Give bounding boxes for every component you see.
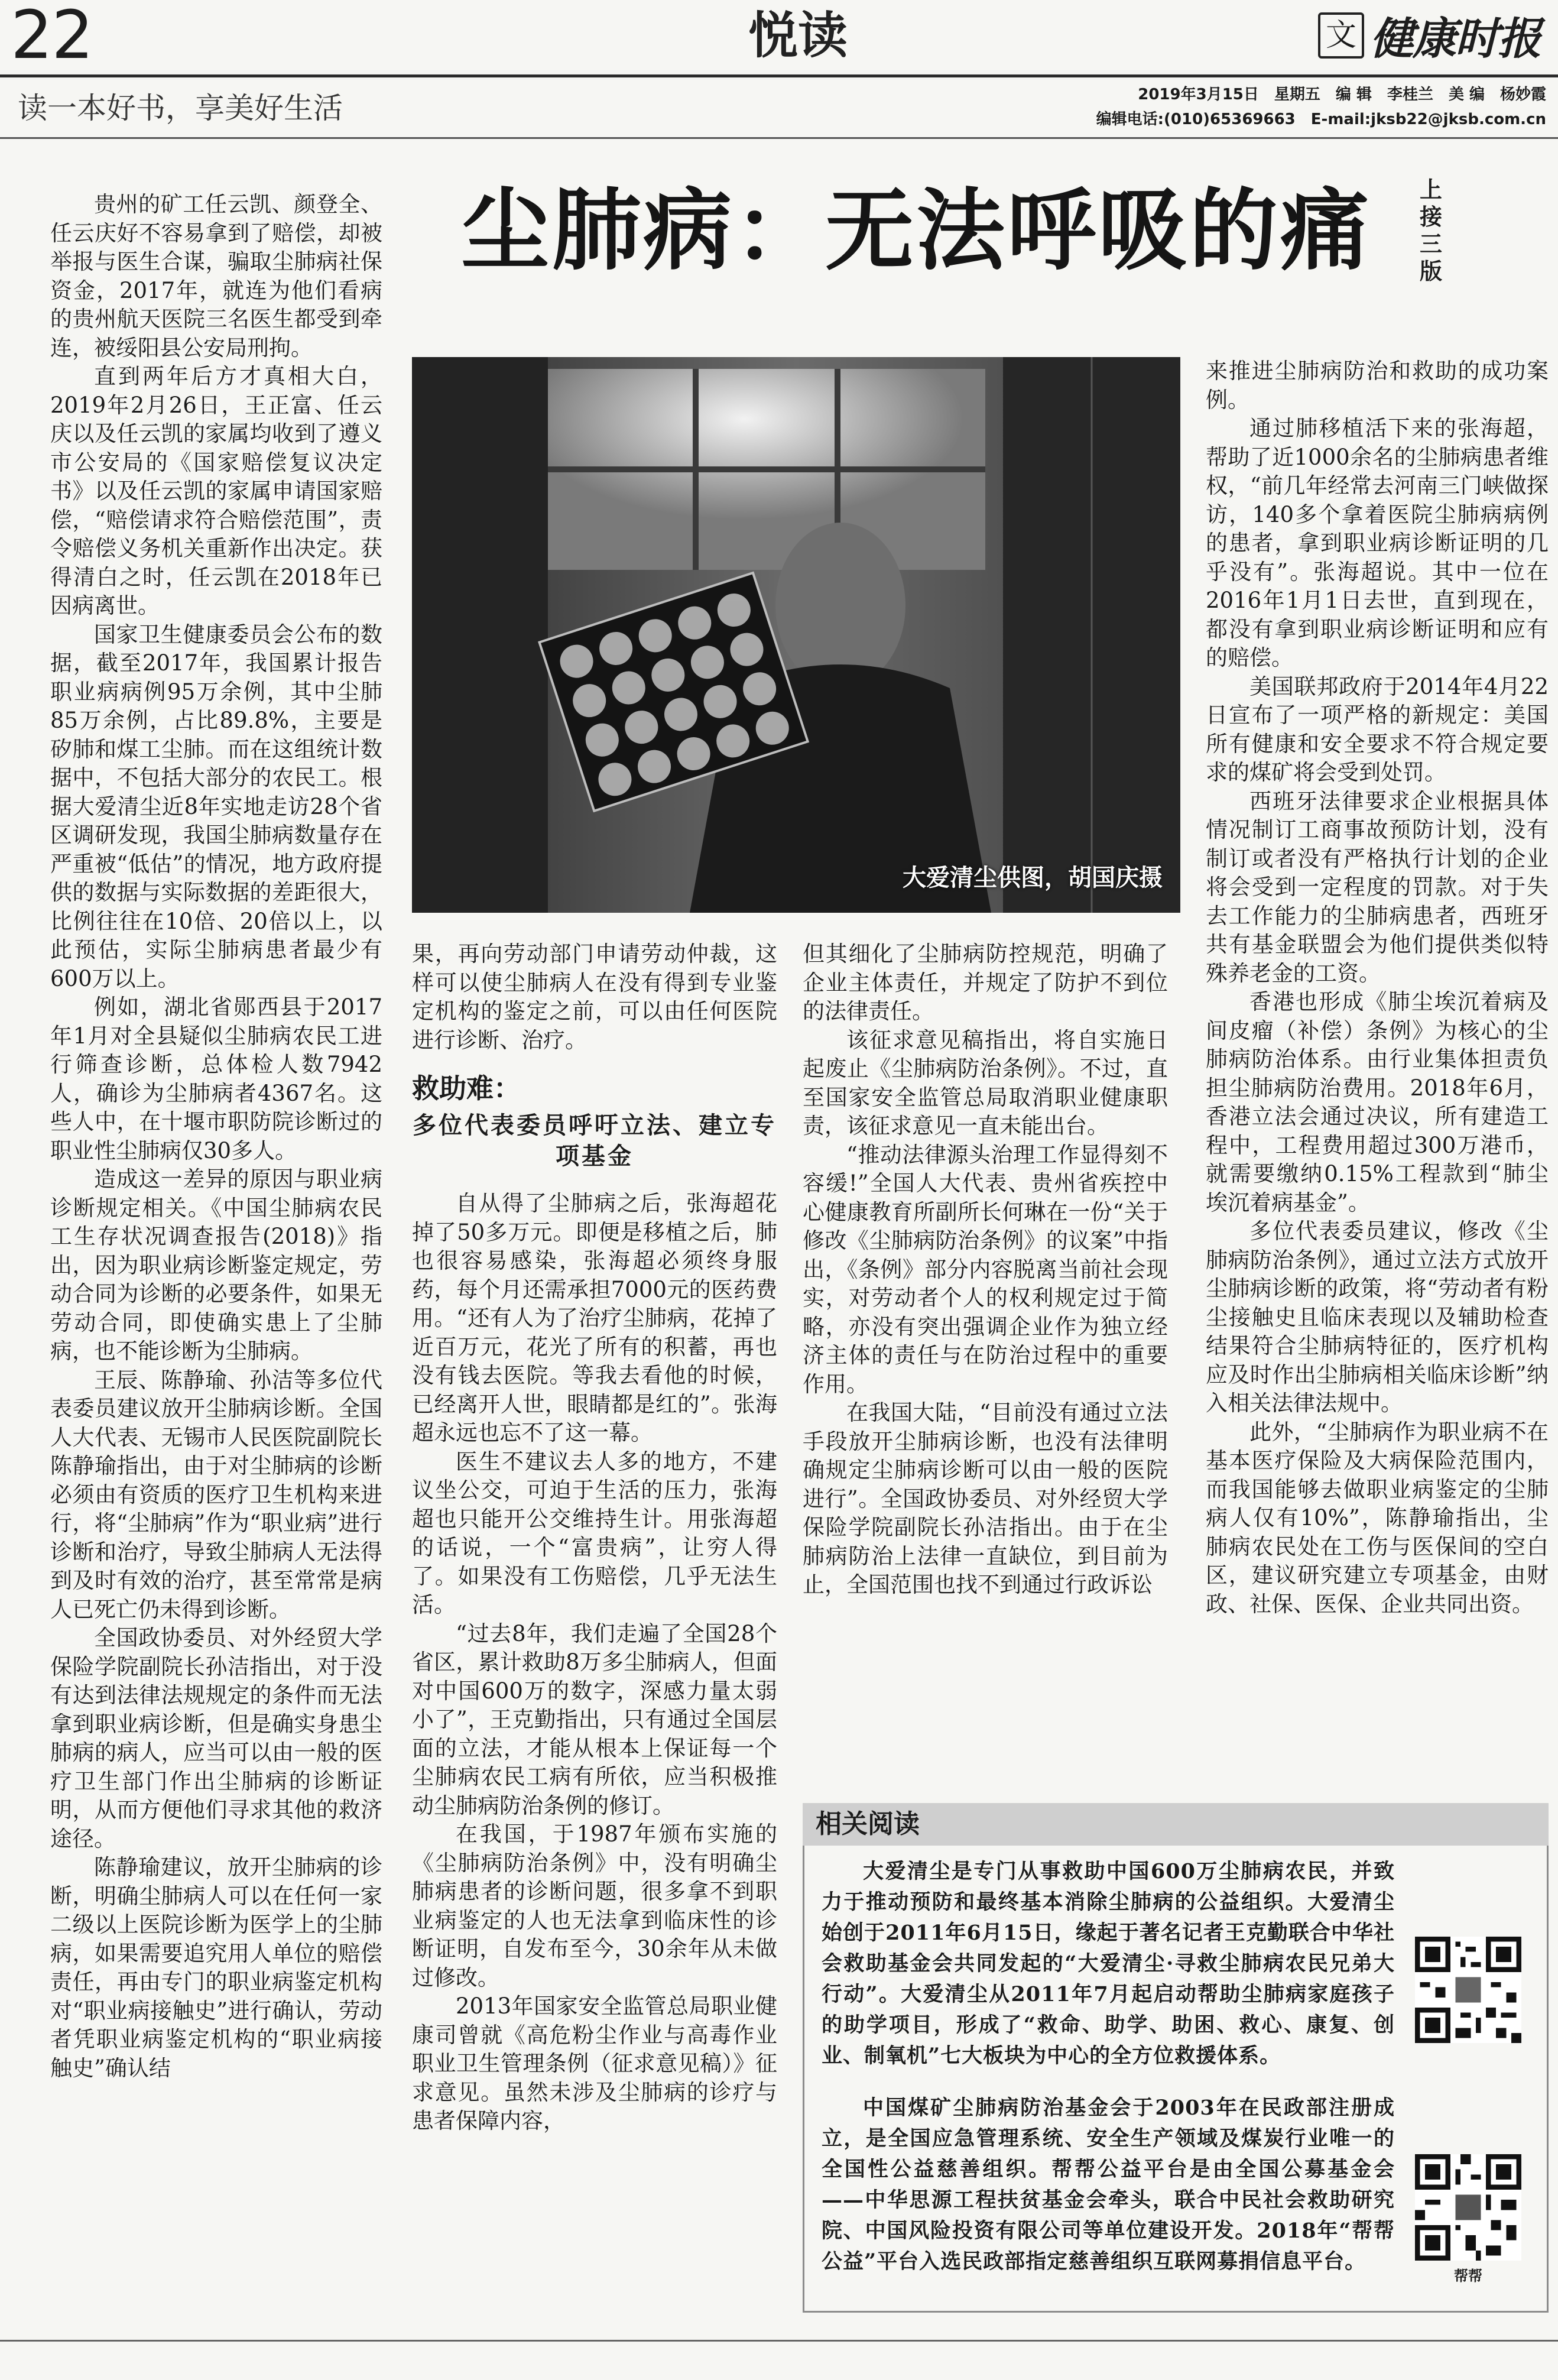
top-rule [0, 74, 1558, 77]
paragraph: 在我国大陆，“目前没有通过立法手段放开尘肺病诊断，也没有法律明确规定尘肺病诊断可以由一般的医院进行”。全国政协委员、对外经贸大学保险学院副院长孙洁指出。由于在尘肺病防治上法律一直缺位，到目前为止，全国范围也找不到通过行政诉讼 [803, 1400, 1168, 1597]
logo-text: 健康时报 [1370, 14, 1540, 64]
article-column-middle-1 [412, 940, 777, 2313]
paragraph: 在我国，于1987年颁布实施的《尘肺病防治条例》中，没有明确尘肺病患者的诊断问题，很多拿不到职业病鉴定的人也无法拿到临床性的诊断证明，自发布至今，30余年从未做过修改。 [412, 1821, 777, 1990]
paragraph: 全国政协委员、对外经贸大学保险学院副院长孙洁指出，对于没有达到法律法规规定的条件而无法拿到职业病诊断，但是确实身患尘肺病的病人，应当可以由一般的医疗卫生部门作出尘肺病的诊断证明，从而方便他们寻求其他的救济途径。 [50, 1625, 382, 1852]
article-headline: 尘肺病：无法呼吸的痛 [460, 179, 1371, 283]
qr-code-icon[interactable] [1415, 2154, 1521, 2261]
paragraph-continued: 来推进尘肺病防治和救助的成功案例。 [1206, 358, 1549, 413]
paragraph: “过去8年，我们走遍了全国28个省区，累计救助8万多尘肺病人，但面对中国600万的数字，深感力量太弱小了”，王克勤指出，只有通过全国层面的立法，才能从根本上保证每一个尘肺病农民工病有所依，应当积极推动尘肺病防治条例的修订。 [412, 1620, 777, 1818]
article-column-left [50, 190, 382, 2313]
bottom-rule [0, 2340, 1558, 2342]
paragraph: 多位代表委员建议，修改《尘肺病防治条例》，通过立法方式放开尘肺病诊断的政策，将“劳动者有粉尘接触史且临床表现以及辅助检查结果符合尘肺病特征的，医疗机构应及时作出尘肺病相关临床诊断”纳入相关法律法规中。 [1206, 1218, 1549, 1416]
section-title: 悦读 [748, 7, 848, 64]
related-paragraph: 中国煤矿尘肺病防治基金会于2003年在民政部注册成立，是全国应急管理系统、安全生产领域及煤炭行业唯一的全国性公益慈善组织。帮帮公益平台是由全国公募基金会——中华思源工程扶贫基金会牵头，联合中民社会救助研究院、中国风险投资有限公司等单位建设开发。2018年“帮帮公益”平台入选民政部指定慈善组织互联网募捐信息平台。 [822, 2096, 1395, 2274]
section-slogan: 读一本好书，享美好生活 [18, 91, 343, 125]
article-column-right [1206, 357, 1549, 1788]
subheading: 救助难： [412, 1072, 521, 1104]
paragraph-continued: 果，再向劳动部门申请劳动仲裁，这样可以使尘肺病人在没有得到专业鉴定机构的鉴定之前，可以由任何医院进行诊断、治疗。 [412, 941, 777, 1053]
issue-date-editors: 2019年3月15日 星期五 编 辑 李桂兰 美 编 杨妙霞 [1138, 86, 1546, 103]
photo-illustration [412, 357, 1180, 913]
qr-code-label: 帮帮 [1454, 2268, 1482, 2284]
paragraph: 此外，“尘肺病作为职业病不在基本医疗保险及大病保险范围内，而我国能够去做职业病鉴定的尘肺病人仅有10%”，陈静瑜指出，尘肺病农民处在工伤与医保间的空白区，建议研究建立专项基金，由财政、社保、医保、企业共同出资。 [1206, 1419, 1549, 1617]
paragraph: 2013年国家安全监管总局职业健康司曾就《高危粉尘作业与高毒作业职业卫生管理条例（征求意见稿）》征求意见。虽然未涉及尘肺病的诊疗与患者保障内容， [412, 1993, 777, 2133]
paragraph: 国家卫生健康委员会公布的数据，截至2017年，我国累计报告职业病病例95万余例，其中尘肺85万余例，占比89.8%，主要是矽肺和煤工尘肺。而在这组统计数据中，不包括大部分的农民工。根据大爱清尘近8年实地走访28个省区调研发现，我国尘肺病数量存在严重被“低估”的情况，地方政府提供的数据与实际数据的差距很大，比例往往在10倍、20倍以上，以此预估，实际尘肺病患者最少有600万以上。 [50, 621, 382, 991]
paragraph: “推动法律源头治理工作显得刻不容缓!”全国人大代表、贵州省疾控中心健康教育所副所长何琳在一份“关于修改《尘肺病防治条例》的议案”中指出，《条例》部分内容脱离当前社会现实，对劳动者个人的权利规定过于简略，亦没有突出强调企业作为独立经济主体的责任与在防治过程中的重要作用。 [803, 1142, 1168, 1397]
paragraph: 贵州的矿工任云凯、颜登全、任云庆好不容易拿到了赔偿，却被举报与医生合谋，骗取尘肺病社保资金，2017年，就连为他们看病的贵州航天医院三名医生都受到牵连，被绥阳县公安局刑拘。 [50, 192, 382, 361]
newspaper-logo [1318, 5, 1554, 66]
paragraph: 造成这一差异的原因与职业病诊断规定相关。《中国尘肺病农民工生存状况调查报告(2018)》指出，因为职业病诊断鉴定规定，劳动合同为诊断的必要条件，如果无劳动合同，即使确实患上了尘肺病，也不能诊断为尘肺病。 [50, 1166, 382, 1364]
paragraph: 例如，湖北省郧西县于2017年1月对全县疑似尘肺病农民工进行筛查诊断，总体检人数7942人，确诊为尘肺病者4367名。这些人中，在十堰市职防院诊断过的职业性尘肺病仅30多人。 [50, 994, 382, 1163]
paragraph: 自从得了尘肺病之后，张海超花掉了50多万元。即便是移植之后，肺也很容易感染，张海超必须终身服药，每个月还需承担7000元的医药费用。“还有人为了治疗尘肺病，花掉了近百万元，花光了所有的积蓄，再也没有钱去医院。等我去看他的时候，已经离开人世，眼睛都是红的”。张海超永远也忘不了这一幕。 [412, 1191, 777, 1445]
header-rule [0, 137, 1558, 139]
photo-caption: 大爱清尘供图，胡国庆摄 [903, 864, 1163, 891]
paragraph: 西班牙法律要求企业根据具体情况制订工商事故预防计划，没有制订或者没有严格执行计划的企业将会受到一定程度的罚款。对于失去工作能力的尘肺病患者，西班牙共有基金联盟会为他们提供类似特殊养老金的工资。 [1206, 788, 1549, 986]
page-number: 22 [11, 0, 93, 74]
paragraph: 香港也形成《肺尘埃沉着病及间皮瘤（补偿）条例》为核心的尘肺病防治体系。由行业集体担责负担尘肺病防治费用。2018年6月，香港立法会通过决议，所有建造工程中，工程费用超过300万港币，就需要缴纳0.15%工程款到“肺尘埃沉着病基金”。 [1206, 989, 1549, 1215]
paragraph: 该征求意见稿指出，将自实施日起废止《尘肺病防治条例》。不过，直至国家安全监管总局取消职业健康职责，该征求意见一直未能出台。 [803, 1027, 1168, 1139]
editor-contact: 编辑电话:(010)65369663 E-mail:jksb22@jksb.com.cn [1096, 111, 1546, 128]
qr-code-icon[interactable] [1415, 1937, 1521, 2043]
paragraph: 美国联邦政府于2014年4月22日宣布了一项严格的新规定：美国所有健康和安全要求不符合规定要求的煤矿将会受到处罚。 [1206, 673, 1549, 785]
continued-note: 上接三版 [1419, 176, 1442, 284]
paragraph: 医生不建议去人多的地方，不建议坐公交，可迫于生活的压力，张海超也只能开公交维持生计。用张海超的话说，一个“富贵病”，让穷人得了。如果没有工伤赔偿，几乎无法生活。 [412, 1448, 777, 1617]
article-column-middle-2 [803, 940, 1168, 1788]
paragraph: 陈静瑜建议，放开尘肺病的诊断，明确尘肺病人可以在任何一家二级以上医院诊断为医学上的尘肺病，如果需要追究用人单位的赔偿责任，再由专门的职业病鉴定机构对“职业病接触史”进行确认，劳动者凭职业病鉴定机构的“职业病接触史”确认结 [50, 1854, 382, 2081]
article-photo [412, 357, 1180, 913]
paragraph: 通过肺移植活下来的张海超，帮助了近1000余名的尘肺病患者维权，“前几年经常去河南三门峡做探访，140多个拿着医院尘肺病病例的患者，拿到职业病诊断证明的几乎没有”。张海超说。其中一位在2016年1月1日去世，直到现在，都没有拿到职业病诊断证明和应有的赔偿。 [1206, 416, 1549, 670]
subheading-deck: 多位代表委员呼吁立法、建立专项基金 [413, 1112, 777, 1170]
paragraph: 王辰、陈静瑜、孙洁等多位代表委员建议放开尘肺病诊断。全国人大代表、无锡市人民医院副院长陈静瑜指出，由于对尘肺病的诊断必须由有资质的医疗卫生机构来进行，将“尘肺病”作为“职业病”进行诊断和治疗，导致尘肺病人无法得到及时有效的治疗，甚至常常是病人已死亡仍未得到诊断。 [50, 1367, 382, 1622]
paragraph: 直到两年后方才真相大白，2019年2月26日，王正富、任云庆以及任云凯的家属均收到了遵义市公安局的《国家赔偿复议决定书》以及任云凯的家属申请国家赔偿，“赔偿请求符合赔偿范围”，责令赔偿义务机关重新作出决定。获得清白之时，任云凯在2018年已因病离世。 [50, 364, 382, 618]
related-reading-title: 相关阅读 [816, 1809, 920, 1839]
related-paragraph: 大爱清尘是专门从事救助中国600万尘肺病农民，并致力于推动预防和最终基本消除尘肺病的公益组织。大爱清尘始创于2011年6月15日，缘起于著名记者王克勤联合中华社会救助基金会共同发起的“大爱清尘·寻救尘肺病农民兄弟大行动”。大爱清尘从2011年7月起启动帮助尘肺病家庭孩子的助学项目，形成了“救命、助学、助困、救心、康复、创业、制氧机”七大板块为中心的全方位救援体系。 [822, 1859, 1395, 2068]
paragraph-continued: 但其细化了尘肺病防控规范，明确了企业主体责任，并规定了防护不到位的法律责任。 [803, 941, 1168, 1024]
logo-mark-icon: 文 [1318, 12, 1364, 59]
